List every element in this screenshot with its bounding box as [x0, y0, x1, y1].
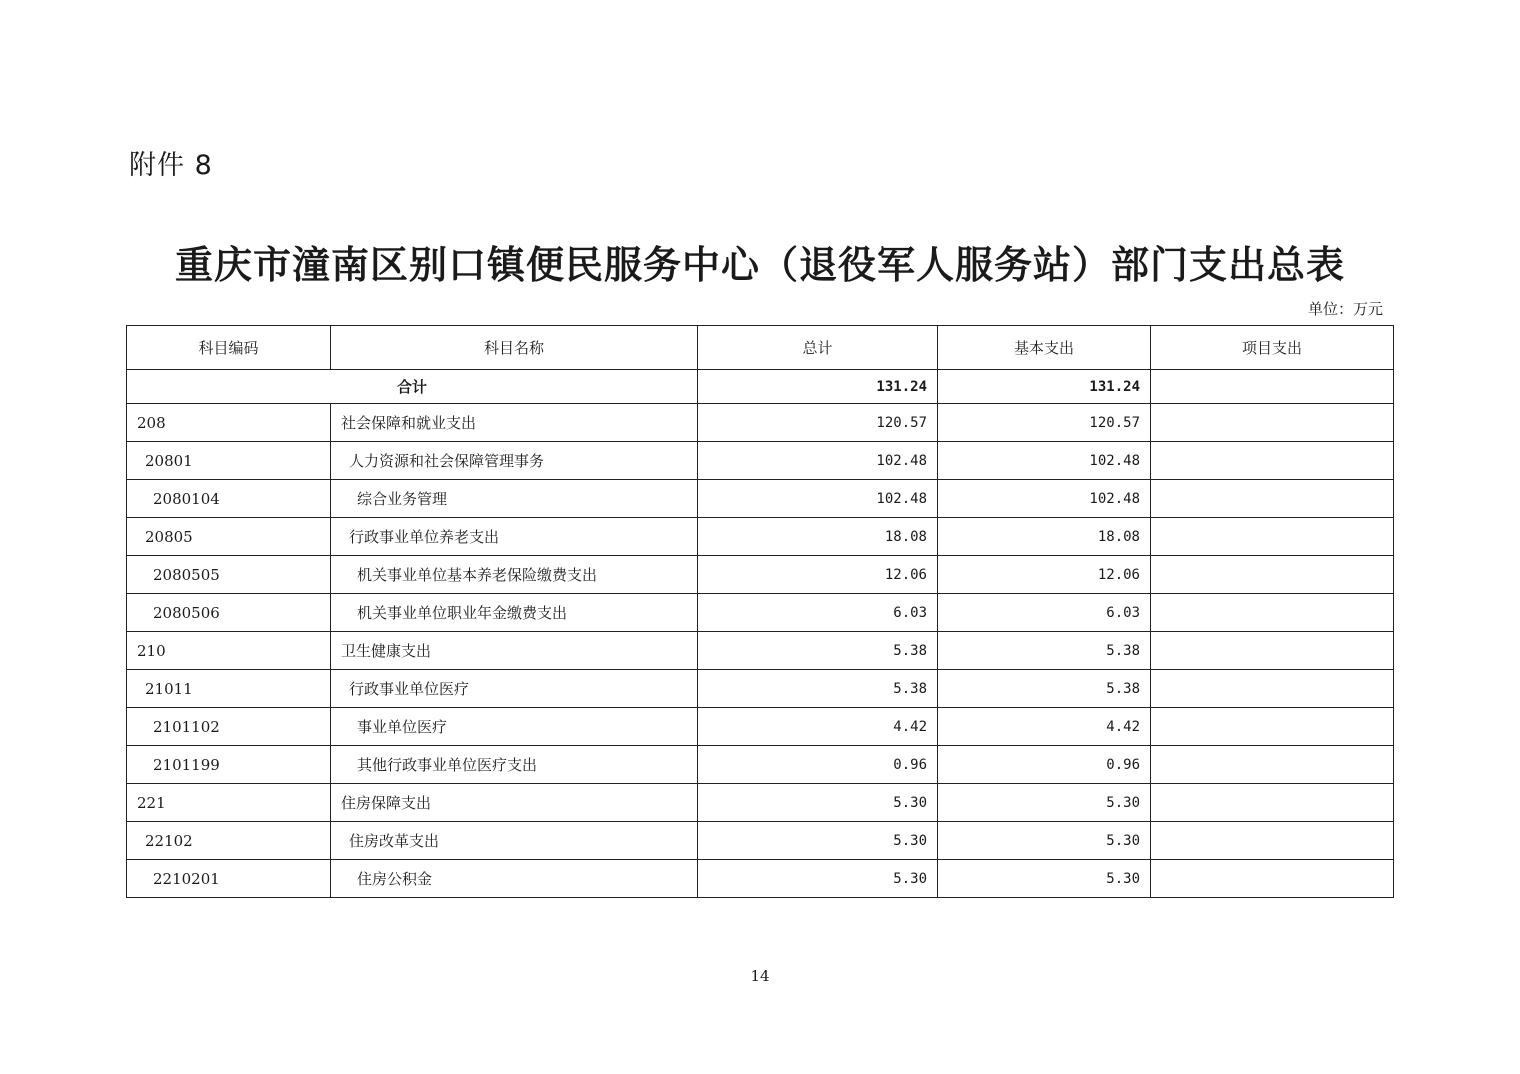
- row-total: 120.57: [698, 404, 938, 442]
- table-row: [127, 594, 1394, 632]
- row-name: 行政事业单位医疗: [331, 670, 698, 708]
- table-header-row: [127, 326, 1394, 370]
- row-name: 住房保障支出: [331, 784, 698, 822]
- row-basic: 5.38: [938, 670, 1151, 708]
- page-title: 重庆市潼南区别口镇便民服务中心（退役军人服务站）部门支出总表: [174, 243, 1345, 287]
- row-name: 住房改革支出: [331, 822, 698, 860]
- row-name: 其他行政事业单位医疗支出: [331, 746, 698, 784]
- table-row: [127, 708, 1394, 746]
- row-total: 12.06: [698, 556, 938, 594]
- row-project: [1151, 708, 1394, 746]
- row-total: 5.30: [698, 860, 938, 898]
- row-code: 20805: [127, 518, 331, 556]
- row-project: [1151, 556, 1394, 594]
- table-row: [127, 784, 1394, 822]
- row-basic: 102.48: [938, 480, 1151, 518]
- row-basic: 5.38: [938, 632, 1151, 670]
- total-total: 131.24: [698, 370, 938, 404]
- row-total: 102.48: [698, 442, 938, 480]
- unit-label: 单位：万元: [1307, 300, 1383, 318]
- row-total: 6.03: [698, 594, 938, 632]
- row-basic: 5.30: [938, 784, 1151, 822]
- row-total: 5.30: [698, 822, 938, 860]
- row-basic: 120.57: [938, 404, 1151, 442]
- table-row: [127, 442, 1394, 480]
- attachment-label: 附件 8: [129, 150, 213, 181]
- row-total: 102.48: [698, 480, 938, 518]
- row-project: [1151, 594, 1394, 632]
- total-basic: 131.24: [938, 370, 1151, 404]
- row-name: 卫生健康支出: [331, 632, 698, 670]
- row-basic: 12.06: [938, 556, 1151, 594]
- row-total: 5.38: [698, 632, 938, 670]
- table-row: [127, 518, 1394, 556]
- row-code: 2101102: [127, 708, 331, 746]
- header-code: 科目编码: [127, 326, 331, 370]
- row-basic: 102.48: [938, 442, 1151, 480]
- row-total: 0.96: [698, 746, 938, 784]
- row-project: [1151, 518, 1394, 556]
- total-label: 合计: [127, 370, 698, 404]
- table-row: [127, 556, 1394, 594]
- header-name: 科目名称: [331, 326, 698, 370]
- row-project: [1151, 632, 1394, 670]
- page-number: 14: [750, 967, 770, 985]
- row-basic: 5.30: [938, 822, 1151, 860]
- row-basic: 4.42: [938, 708, 1151, 746]
- row-name: 人力资源和社会保障管理事务: [331, 442, 698, 480]
- row-total: 5.38: [698, 670, 938, 708]
- total-row: [127, 370, 1394, 404]
- row-code: 20801: [127, 442, 331, 480]
- header-basic: 基本支出: [938, 326, 1151, 370]
- row-name: 住房公积金: [331, 860, 698, 898]
- row-project: [1151, 784, 1394, 822]
- row-name: 机关事业单位职业年金缴费支出: [331, 594, 698, 632]
- table-row: [127, 632, 1394, 670]
- table-row: [127, 670, 1394, 708]
- row-code: 210: [127, 632, 331, 670]
- row-total: 4.42: [698, 708, 938, 746]
- row-total: 18.08: [698, 518, 938, 556]
- row-code: 208: [127, 404, 331, 442]
- row-code: 2080104: [127, 480, 331, 518]
- row-name: 事业单位医疗: [331, 708, 698, 746]
- row-name: 综合业务管理: [331, 480, 698, 518]
- row-project: [1151, 670, 1394, 708]
- row-name: 机关事业单位基本养老保险缴费支出: [331, 556, 698, 594]
- expenditure-table: [126, 325, 1394, 898]
- row-code: 2080505: [127, 556, 331, 594]
- row-basic: 0.96: [938, 746, 1151, 784]
- total-project: [1151, 370, 1394, 404]
- row-project: [1151, 442, 1394, 480]
- row-code: 21011: [127, 670, 331, 708]
- row-name: 行政事业单位养老支出: [331, 518, 698, 556]
- row-project: [1151, 404, 1394, 442]
- row-code: 2101199: [127, 746, 331, 784]
- row-code: 22102: [127, 822, 331, 860]
- row-basic: 6.03: [938, 594, 1151, 632]
- row-project: [1151, 480, 1394, 518]
- row-code: 2210201: [127, 860, 331, 898]
- row-total: 5.30: [698, 784, 938, 822]
- row-name: 社会保障和就业支出: [331, 404, 698, 442]
- row-code: 2080506: [127, 594, 331, 632]
- header-project: 项目支出: [1151, 326, 1394, 370]
- row-project: [1151, 746, 1394, 784]
- row-code: 221: [127, 784, 331, 822]
- table-row: [127, 480, 1394, 518]
- header-total: 总计: [698, 326, 938, 370]
- table-row: [127, 822, 1394, 860]
- row-basic: 5.30: [938, 860, 1151, 898]
- row-project: [1151, 860, 1394, 898]
- table-row: [127, 860, 1394, 898]
- row-basic: 18.08: [938, 518, 1151, 556]
- table-row: [127, 746, 1394, 784]
- row-project: [1151, 822, 1394, 860]
- table-row: [127, 404, 1394, 442]
